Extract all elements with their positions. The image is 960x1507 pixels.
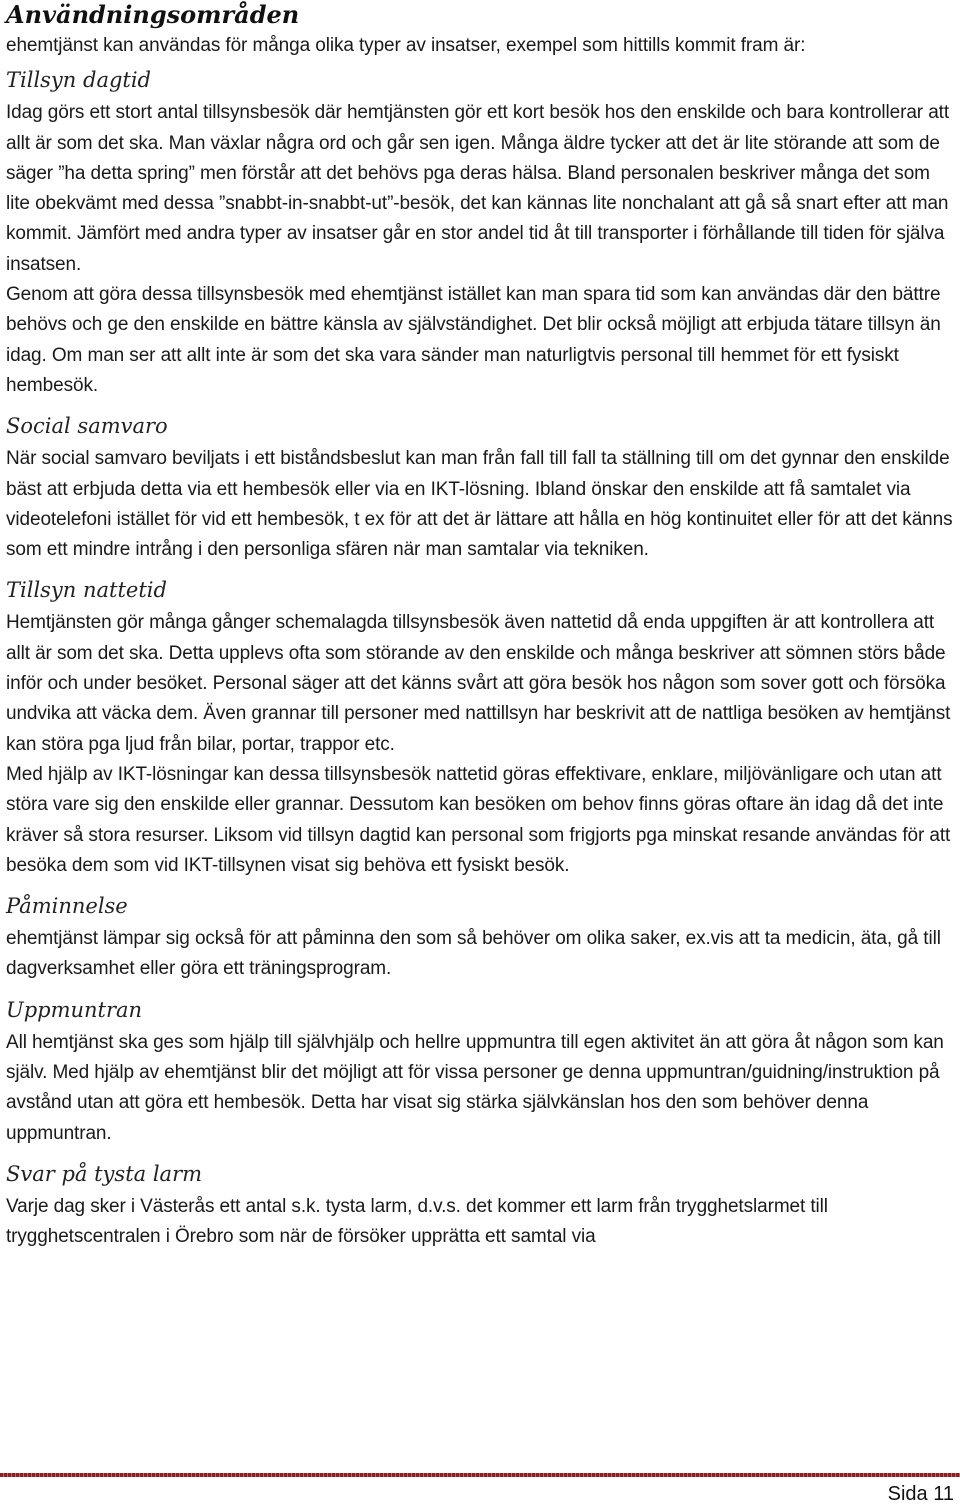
section-paragraph: Med hjälp av IKT-lösningar kan dessa tillsynsbesök nattetid göras effektivare, enklare, miljövänligare och utan att störa vare sig den enskilde eller grannar. Dessutom kan besöken om behov finns göras oftare än idag då det inte kräver så stora resurser. Liksom vid tillsyn dagtid kan personal som frigjorts pga minskat resande användas för att besöka dem som vid IKT-tillsynen visat sig behöva ett fysiskt besök. [6, 763, 951, 876]
footer-divider [0, 1473, 960, 1477]
section-heading: Uppmuntran [6, 997, 143, 1022]
section-paragraph: Hemtjänsten gör många gånger schemalagda tillsynsbesök även nattetid då enda uppgiften är att kontrollera att allt är som det ska. Detta upplevs ofta som störande av den enskilde och många beskriver att sömnen störs både inför och under besöket. Personal säger att det känns svårt att göra besök hos någon som sover gott och försöka undvika att väcka dem. Även grannar till personer med nattillsyn har beskrivit att de nattliga besöken av hemtjänst kan störa pga ljud från bilar, portar, trappor etc. [6, 612, 951, 755]
section-paragraph: Varje dag sker i Västerås ett antal s.k. tysta larm, d.v.s. det kommer ett larm från trygghetslarmet till trygghetscentralen i Örebro som när de försöker upprätta ett samtal via [6, 1195, 828, 1248]
section-svar-pa-tysta-larm [6, 1159, 954, 1253]
section-paragraph: Genom att göra dessa tillsynsbesök med ehemtjänst istället kan man spara tid som kan användas där den bättre behövs och ge den enskilde en bättre känsla av självständighet. Det blir också möjligt att erbjuda tätare tillsyn än idag. Om man ser att allt inte är som det ska vara sänder man naturligtvis personal till hemmet för ett fysiskt hembesök. [6, 284, 941, 396]
section-heading: Påminnelse [6, 894, 128, 919]
section-paragraph: All hemtjänst ska ges som hjälp till självhjälp och hellre uppmuntra till egen aktivitet än att göra åt någon som kan själv. Med hjälp av ehemtjänst blir det möjligt att för vissa personer ge denna uppmuntran/guidning/instruktion på avstånd utan att göra ett hembesök. Detta har visat sig stärka självkänslan hos den som behöver denna uppmuntran. [6, 1031, 944, 1144]
section-paragraph: Idag görs ett stort antal tillsynsbesök där hemtjänsten gör ett kort besök hos den enskilde och bara kontrollerar att allt är som det ska. Man växlar några ord och går sen igen. Många äldre tycker att det är lite störande att som de säger ”ha detta spring” men förstår att det behövs pga deras hälsa. Bland personalen beskriver många det som lite obekvämt med dessa ”snabbt-in-snabbt-ut”-besök, det kan kännas lite nonchalant att gå så snart efter att man kommit. Jämfört med andra typer av insatser går en stor andel tid åt till transporter i förhållande till tiden för själva insatsen. [6, 102, 950, 275]
document-title: Användningsområden [6, 0, 300, 29]
section-heading: Tillsyn dagtid [6, 68, 152, 93]
section-heading: Tillsyn nattetid [6, 578, 167, 603]
page-number: Sida 11 [887, 1483, 954, 1505]
section-tillsyn-dagtid [6, 65, 954, 401]
section-heading: Social samvaro [6, 414, 168, 439]
section-paminnelse [6, 891, 954, 985]
section-social-samvaro [6, 411, 954, 565]
section-paragraph: När social samvaro beviljats i ett biståndsbeslut kan man från fall till fall ta ställning till om det gynnar den enskilde bäst att erbjuda detta via ett hembesök eller via en IKT-lösning. Ibland önskar den enskilde att få samtalet via videotelefoni istället för vid ett hembesök, t ex för att det är lättare att hålla en hög kontinuitet eller för att det känns som ett mindre intrång i den personliga sfären när man samtalar via tekniken. [6, 448, 953, 561]
intro-paragraph: ehemtjänst kan användas för många olika typer av insatser, exempel som hittills kommit fram är: [6, 35, 806, 56]
section-heading: Svar på tysta larm [6, 1161, 203, 1186]
section-tillsyn-nattetid [6, 575, 954, 881]
document-page [6, 0, 954, 1253]
section-uppmuntran [6, 995, 954, 1149]
section-paragraph: ehemtjänst lämpar sig också för att påminna den som så behöver om olika saker, ex.vis att ta medicin, äta, gå till dagverksamhet eller göra ett träningsprogram. [6, 928, 941, 980]
